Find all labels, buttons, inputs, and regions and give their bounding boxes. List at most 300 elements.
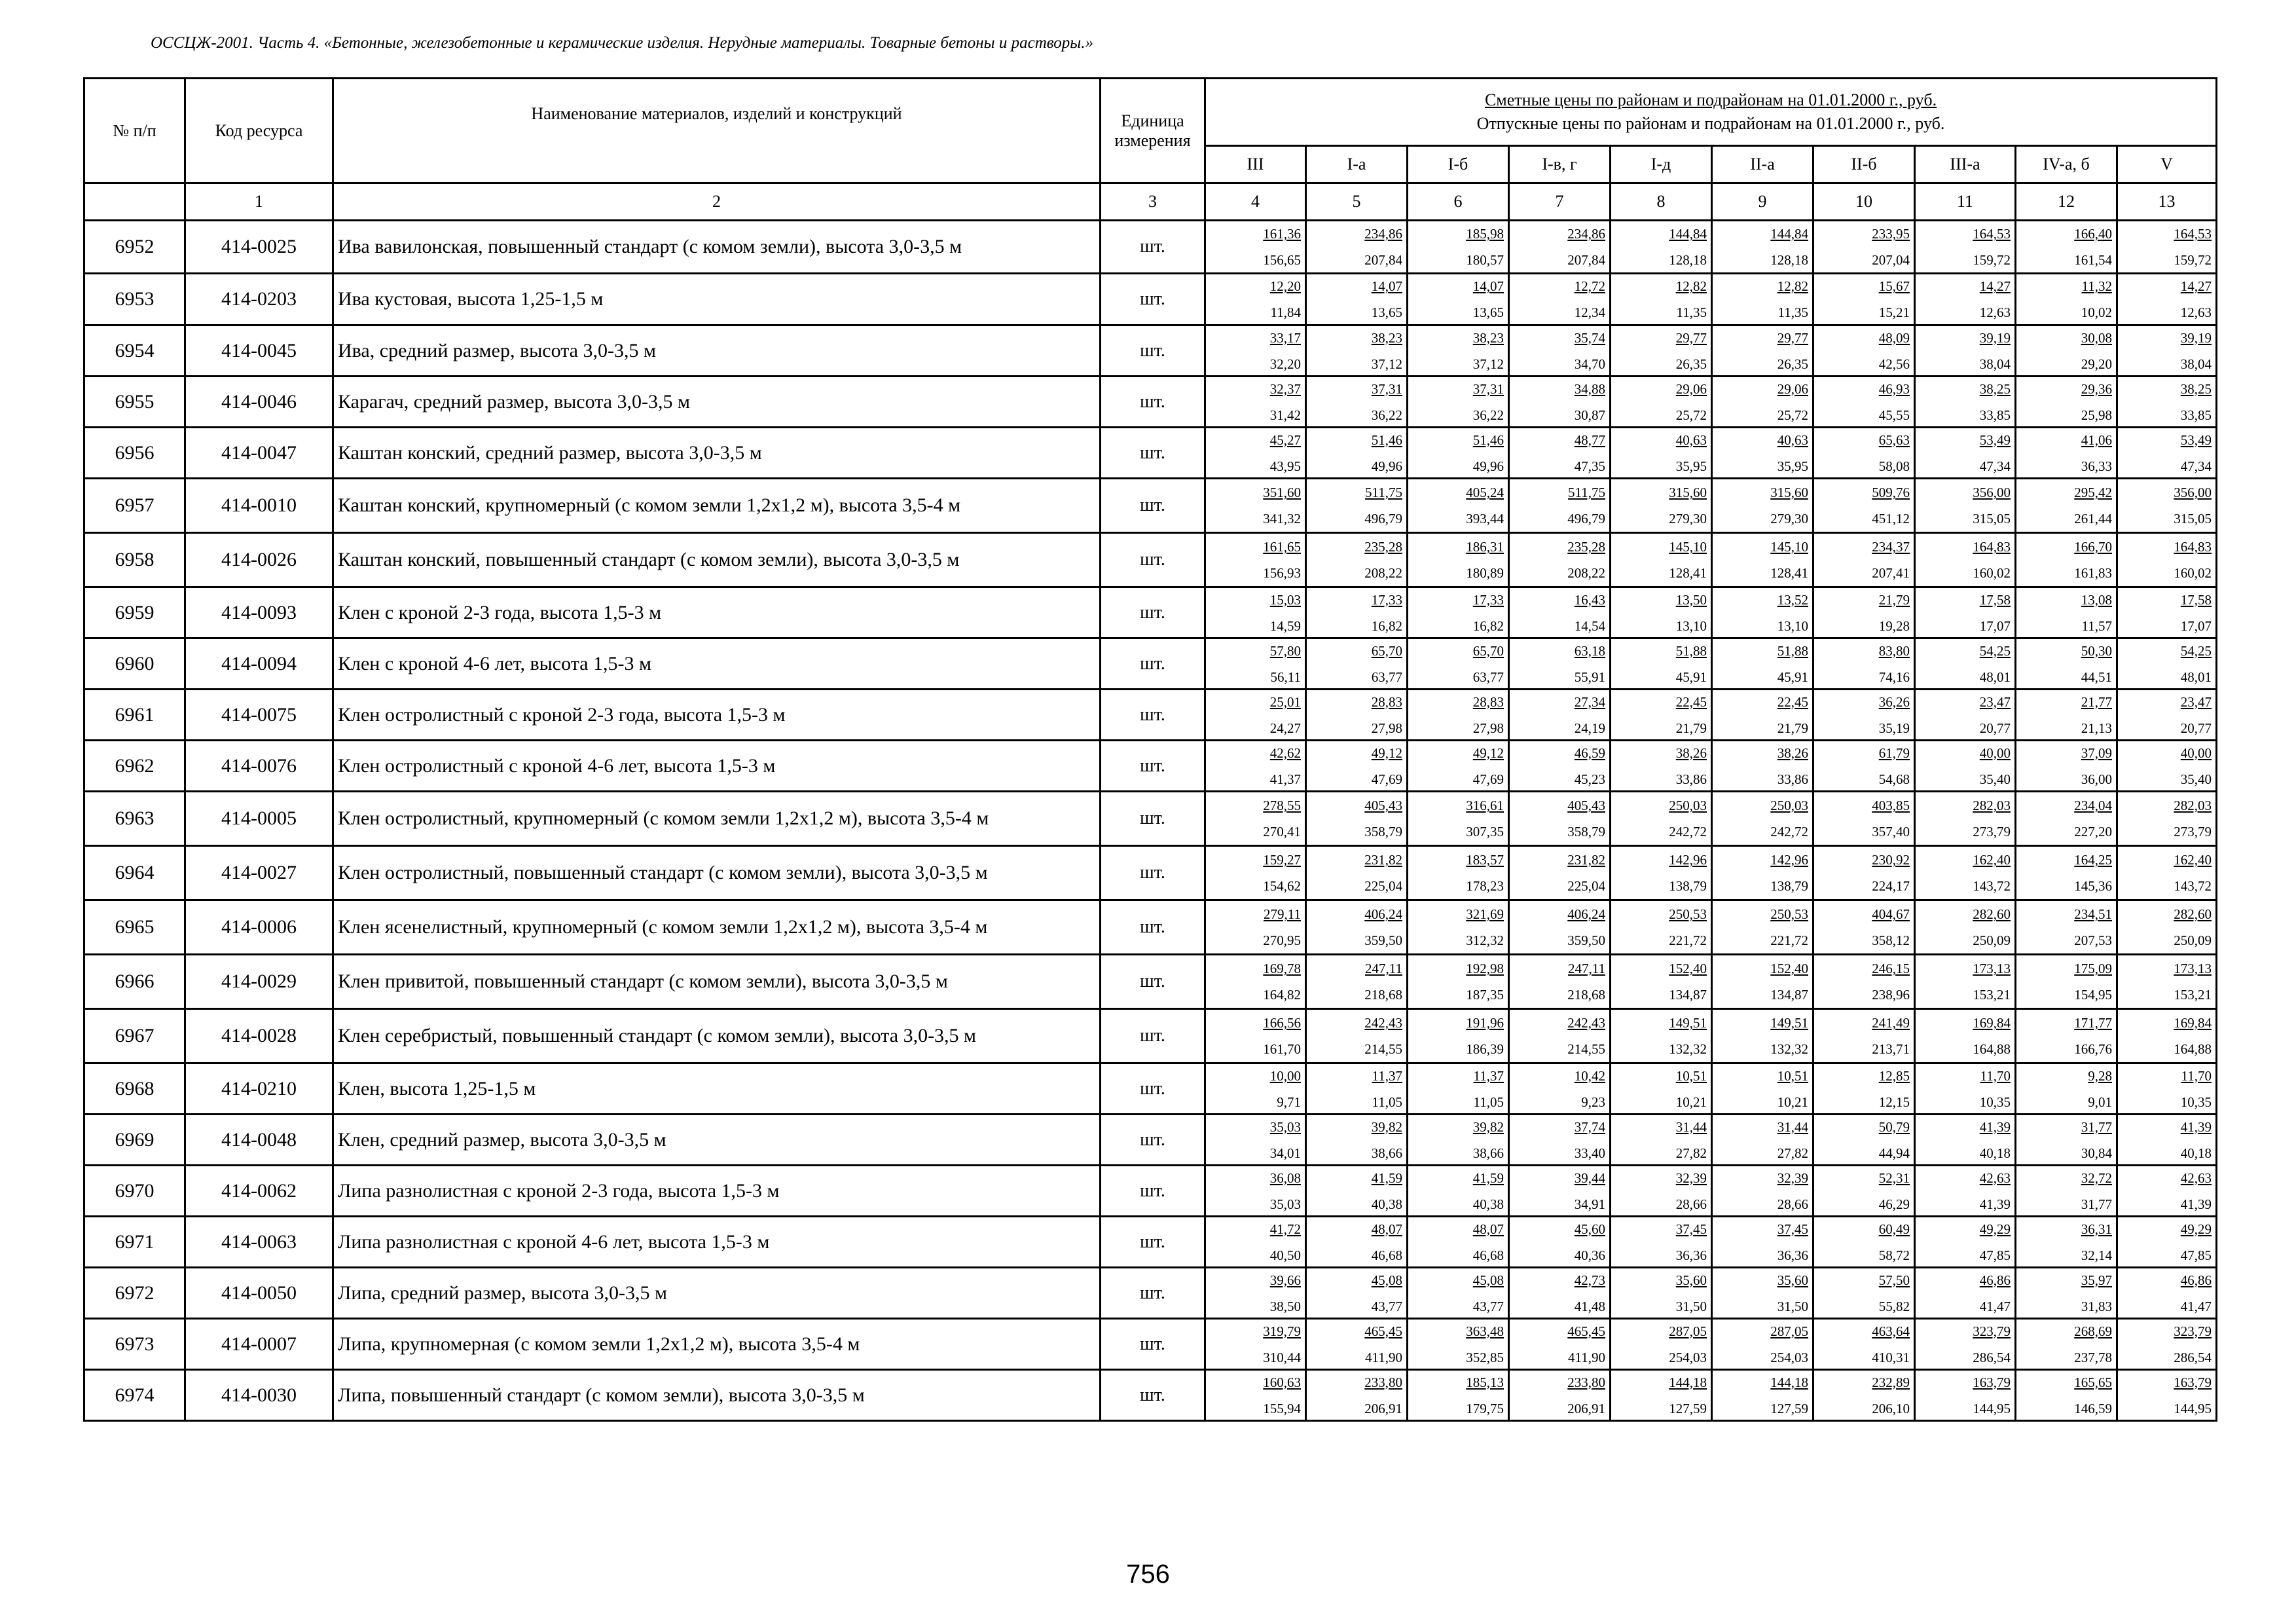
price-cell (1611, 1115, 1712, 1166)
estimate-price: 231,82 (1567, 852, 1605, 868)
estimate-price: 36,26 (1878, 693, 1910, 710)
estimate-price: 149,51 (1770, 1015, 1808, 1031)
resource-code: 414-0025 (185, 221, 333, 274)
estimate-price: 315,60 (1770, 485, 1808, 500)
region-header: V (2117, 146, 2217, 183)
price-cell (1611, 274, 1712, 325)
release-price: 33,85 (2180, 407, 2212, 423)
unit-of-measure: шт. (1101, 479, 1205, 533)
estimate-price: 13,50 (1675, 591, 1707, 608)
release-price: 213,71 (1872, 1041, 1910, 1057)
release-price: 286,54 (1973, 1349, 2011, 1365)
estimate-price: 12,82 (1675, 278, 1707, 294)
material-name: Клен, средний размер, высота 3,0-3,5 м (333, 1115, 1101, 1166)
release-price: 10,21 (1777, 1094, 1808, 1110)
price-cell (1509, 428, 1611, 479)
estimate-price: 152,40 (1770, 961, 1808, 976)
price-cell (1915, 1370, 2016, 1421)
resource-code: 414-0062 (185, 1166, 333, 1217)
price-cell (2016, 1009, 2117, 1063)
estimate-price: 250,03 (1770, 798, 1808, 813)
price-cell (1813, 377, 1915, 428)
row-number: 6961 (84, 690, 185, 741)
release-price: 43,77 (1472, 1298, 1504, 1314)
table-row (84, 221, 2217, 274)
estimate-price: 247,11 (1568, 961, 1605, 976)
release-price: 47,35 (1574, 458, 1605, 474)
price-cell (1306, 325, 1408, 377)
estimate-price: 278,55 (1263, 798, 1301, 813)
region-header: I-б (1408, 146, 1509, 183)
price-cell (2117, 1217, 2217, 1268)
release-price: 214,55 (1364, 1041, 1402, 1057)
price-cell (1205, 792, 1306, 846)
estimate-price: 406,24 (1567, 906, 1605, 922)
estimate-price: 12,72 (1574, 278, 1605, 294)
estimate-price: 250,53 (1669, 906, 1707, 922)
estimate-price: 166,56 (1263, 1015, 1301, 1031)
price-cell (1205, 221, 1306, 274)
release-price: 28,66 (1675, 1196, 1707, 1212)
price-cell (1408, 533, 1509, 587)
estimate-price: 51,88 (1777, 642, 1808, 659)
price-cell (1408, 479, 1509, 533)
estimate-price: 17,33 (1472, 591, 1504, 608)
price-cell (1712, 587, 1813, 638)
release-price: 224,17 (1872, 878, 1910, 894)
price-cell (2117, 690, 2217, 741)
price-table (83, 77, 2217, 1422)
table-row (84, 741, 2217, 792)
estimate-price: 39,82 (1371, 1118, 1402, 1135)
resource-code: 414-0076 (185, 741, 333, 792)
unit-of-measure: шт. (1101, 792, 1205, 846)
unit-of-measure: шт. (1101, 274, 1205, 325)
release-price: 31,42 (1269, 407, 1301, 423)
price-cell (1509, 1166, 1611, 1217)
release-price: 10,35 (2180, 1094, 2212, 1110)
estimate-price: 31,44 (1777, 1118, 1808, 1135)
region-header: I-д (1611, 146, 1712, 183)
price-cell (1509, 1268, 1611, 1319)
release-price: 13,10 (1675, 618, 1707, 634)
price-cell (1509, 1009, 1611, 1063)
release-price: 38,50 (1269, 1298, 1301, 1314)
release-price: 143,72 (2174, 878, 2212, 894)
release-price: 28,66 (1777, 1196, 1808, 1212)
estimate-price: 234,86 (1364, 226, 1402, 242)
price-cell (2016, 1370, 2117, 1421)
row-number: 6969 (84, 1115, 185, 1166)
release-price: 208,22 (1567, 565, 1605, 581)
price-cell (2016, 900, 2117, 955)
release-price: 41,37 (1269, 771, 1301, 787)
price-cell (2117, 955, 2217, 1009)
price-group-estimate-title: Сметные цены по районам и подрайонам на 01.01.2000 г., руб. (1484, 90, 1937, 109)
release-price: 225,04 (1364, 878, 1402, 894)
release-price: 143,72 (1973, 878, 2011, 894)
price-cell (2117, 1268, 2217, 1319)
estimate-price: 356,00 (1973, 485, 2011, 500)
price-cell (1205, 587, 1306, 638)
release-price: 45,91 (1675, 669, 1707, 685)
estimate-price: 41,72 (1269, 1221, 1301, 1237)
price-cell (1408, 638, 1509, 690)
price-cell (1509, 741, 1611, 792)
estimate-price: 48,77 (1574, 432, 1605, 448)
price-cell (1712, 479, 1813, 533)
release-price: 273,79 (2174, 824, 2212, 840)
table-row (84, 1319, 2217, 1370)
release-price: 207,04 (1872, 252, 1910, 268)
table-row (84, 1063, 2217, 1115)
price-cell (1509, 955, 1611, 1009)
price-cell (2117, 1166, 2217, 1217)
release-price: 14,59 (1269, 618, 1301, 634)
estimate-price: 35,60 (1777, 1272, 1808, 1288)
estimate-price: 40,00 (2180, 745, 2212, 761)
estimate-price: 57,50 (1878, 1272, 1910, 1288)
estimate-price: 38,26 (1777, 745, 1808, 761)
price-cell (2117, 325, 2217, 377)
estimate-price: 38,23 (1371, 329, 1402, 346)
estimate-price: 39,19 (2180, 329, 2212, 346)
release-price: 128,41 (1770, 565, 1808, 581)
price-cell (2016, 1217, 2117, 1268)
estimate-price: 145,10 (1669, 539, 1707, 555)
release-price: 42,56 (1878, 356, 1910, 372)
release-price: 47,69 (1472, 771, 1504, 787)
resource-code: 414-0028 (185, 1009, 333, 1063)
estimate-price: 45,08 (1472, 1272, 1504, 1288)
estimate-price: 234,37 (1872, 539, 1910, 555)
material-name: Клен остролистный с кроной 2-3 года, высота 1,5-3 м (333, 690, 1101, 741)
price-cell (1813, 325, 1915, 377)
estimate-price: 12,85 (1878, 1067, 1910, 1084)
release-price: 13,10 (1777, 618, 1808, 634)
release-price: 160,02 (2174, 565, 2212, 581)
material-name: Ива, средний размер, высота 3,0-3,5 м (333, 325, 1101, 377)
release-price: 17,07 (2180, 618, 2212, 634)
price-cell (1611, 792, 1712, 846)
release-price: 20,77 (2180, 720, 2212, 736)
estimate-price: 164,83 (1973, 539, 2011, 555)
price-cell (1205, 741, 1306, 792)
price-cell (1813, 479, 1915, 533)
price-cell (2117, 479, 2217, 533)
release-price: 16,82 (1472, 618, 1504, 634)
price-cell (1306, 377, 1408, 428)
release-price: 12,63 (2180, 304, 2212, 320)
release-price: 48,01 (1979, 669, 2011, 685)
estimate-price: 12,82 (1777, 278, 1808, 294)
release-price: 132,32 (1669, 1041, 1707, 1057)
price-cell (1915, 955, 2016, 1009)
unit-of-measure: шт. (1101, 1166, 1205, 1217)
price-cell (1915, 1217, 2016, 1268)
release-price: 41,47 (2180, 1298, 2212, 1314)
release-price: 36,33 (2081, 458, 2112, 474)
price-cell (1611, 325, 1712, 377)
price-cell (1306, 479, 1408, 533)
release-price: 10,21 (1675, 1094, 1707, 1110)
release-price: 21,79 (1777, 720, 1808, 736)
estimate-price: 149,51 (1669, 1015, 1707, 1031)
estimate-price: 14,27 (1979, 278, 2011, 294)
release-price: 214,55 (1567, 1041, 1605, 1057)
estimate-price: 406,24 (1364, 906, 1402, 922)
price-cell (1915, 274, 2016, 325)
price-cell (1611, 1217, 1712, 1268)
price-cell (1611, 1009, 1712, 1063)
price-cell (1611, 479, 1712, 533)
estimate-price: 25,01 (1269, 693, 1301, 710)
price-cell (2016, 1268, 2117, 1319)
release-price: 144,95 (1973, 1400, 2011, 1416)
release-price: 496,79 (1567, 511, 1605, 526)
price-cell (1915, 533, 2016, 587)
release-price: 186,39 (1466, 1041, 1504, 1057)
price-cell (1611, 1268, 1712, 1319)
price-cell (1813, 1063, 1915, 1115)
release-price: 56,11 (1270, 669, 1301, 685)
estimate-price: 169,78 (1263, 961, 1301, 976)
release-price: 227,20 (2074, 824, 2112, 840)
estimate-price: 35,03 (1269, 1118, 1301, 1135)
release-price: 34,70 (1574, 356, 1605, 372)
price-cell (1813, 533, 1915, 587)
price-cell (2117, 533, 2217, 587)
estimate-price: 51,88 (1675, 642, 1707, 659)
estimate-price: 41,06 (2081, 432, 2112, 448)
estimate-price: 465,45 (1567, 1323, 1605, 1339)
estimate-price: 65,70 (1472, 642, 1504, 659)
estimate-price: 13,52 (1777, 591, 1808, 608)
estimate-price: 32,39 (1675, 1170, 1707, 1186)
estimate-price: 10,51 (1777, 1067, 1808, 1084)
row-number: 6958 (84, 533, 185, 587)
price-cell (1915, 638, 2016, 690)
release-price: 45,55 (1878, 407, 1910, 423)
estimate-price: 41,39 (1979, 1118, 2011, 1135)
resource-code: 414-0050 (185, 1268, 333, 1319)
resource-code: 414-0075 (185, 690, 333, 741)
estimate-price: 35,60 (1675, 1272, 1707, 1288)
release-price: 29,20 (2081, 356, 2112, 372)
release-price: 30,87 (1574, 407, 1605, 423)
table-row (84, 955, 2217, 1009)
release-price: 27,82 (1777, 1145, 1808, 1161)
price-cell (1306, 955, 1408, 1009)
material-name: Ива вавилонская, повышенный стандарт (с комом земли), высота 3,0-3,5 м (333, 221, 1101, 274)
release-price: 160,02 (1973, 565, 2011, 581)
estimate-price: 282,60 (2174, 906, 2212, 922)
price-cell (1205, 1370, 1306, 1421)
row-number: 6968 (84, 1063, 185, 1115)
estimate-price: 39,82 (1472, 1118, 1504, 1135)
price-cell (1509, 690, 1611, 741)
release-price: 37,12 (1472, 356, 1504, 372)
material-name: Клен остролистный, крупномерный (с комом земли 1,2х1,2 м), высота 3,5-4 м (333, 792, 1101, 846)
price-cell (1509, 792, 1611, 846)
region-header: III (1205, 146, 1306, 183)
table-row (84, 479, 2217, 533)
price-cell (1712, 1217, 1813, 1268)
resource-code: 414-0063 (185, 1217, 333, 1268)
row-number: 6967 (84, 1009, 185, 1063)
estimate-price: 32,39 (1777, 1170, 1808, 1186)
release-price: 10,35 (1979, 1094, 2011, 1110)
estimate-price: 166,70 (2074, 539, 2112, 555)
release-price: 164,82 (1263, 987, 1301, 1003)
price-cell (1306, 1370, 1408, 1421)
estimate-price: 42,63 (1979, 1170, 2011, 1186)
release-price: 11,35 (1777, 304, 1808, 320)
table-row (84, 1217, 2217, 1268)
release-price: 207,41 (1872, 565, 1910, 581)
release-price: 206,91 (1364, 1400, 1402, 1416)
release-price: 358,12 (1872, 932, 1910, 948)
price-cell (1408, 846, 1509, 900)
release-price: 21,13 (2081, 720, 2112, 736)
estimate-price: 11,37 (1372, 1067, 1402, 1084)
release-price: 40,50 (1269, 1247, 1301, 1263)
unit-of-measure: шт. (1101, 690, 1205, 741)
estimate-price: 42,62 (1269, 745, 1301, 761)
price-cell (1712, 741, 1813, 792)
estimate-price: 186,31 (1466, 539, 1504, 555)
price-cell (1205, 533, 1306, 587)
release-price: 273,79 (1973, 824, 2011, 840)
price-cell (1408, 900, 1509, 955)
estimate-price: 10,00 (1269, 1067, 1301, 1084)
release-price: 15,21 (1878, 304, 1910, 320)
estimate-price: 49,12 (1472, 745, 1504, 761)
price-cell (1408, 1063, 1509, 1115)
release-price: 63,77 (1371, 669, 1402, 685)
column-header-num: № п/п (84, 79, 185, 183)
row-number: 6954 (84, 325, 185, 377)
row-number: 6953 (84, 274, 185, 325)
release-price: 33,40 (1574, 1145, 1605, 1161)
estimate-price: 321,69 (1466, 906, 1504, 922)
price-cell (1205, 479, 1306, 533)
column-number: 3 (1101, 183, 1205, 221)
price-cell (1813, 1115, 1915, 1166)
price-cell (1611, 1063, 1712, 1115)
release-price: 41,39 (2180, 1196, 2212, 1212)
estimate-price: 65,70 (1371, 642, 1402, 659)
row-number: 6963 (84, 792, 185, 846)
price-cell (1205, 428, 1306, 479)
release-price: 55,82 (1878, 1298, 1910, 1314)
price-cell (1205, 955, 1306, 1009)
column-number: 5 (1306, 183, 1408, 221)
price-cell (1712, 1063, 1813, 1115)
release-price: 63,77 (1472, 669, 1504, 685)
price-cell (1509, 1063, 1611, 1115)
price-cell (2016, 846, 2117, 900)
price-cell (1205, 1319, 1306, 1370)
release-price: 25,72 (1777, 407, 1808, 423)
price-cell (1611, 587, 1712, 638)
release-price: 310,44 (1263, 1349, 1301, 1365)
column-number: 1 (185, 183, 333, 221)
price-cell (1712, 428, 1813, 479)
release-price: 154,95 (2074, 987, 2112, 1003)
estimate-price: 63,18 (1574, 642, 1605, 659)
estimate-price: 142,96 (1770, 852, 1808, 868)
release-price: 37,12 (1371, 356, 1402, 372)
price-cell (1509, 587, 1611, 638)
resource-code: 414-0030 (185, 1370, 333, 1421)
release-price: 153,21 (1973, 987, 2011, 1003)
resource-code: 414-0027 (185, 846, 333, 900)
estimate-price: 51,46 (1371, 432, 1402, 448)
release-price: 411,90 (1568, 1349, 1605, 1365)
price-cell (2117, 638, 2217, 690)
release-price: 26,35 (1777, 356, 1808, 372)
price-cell (2016, 638, 2117, 690)
estimate-price: 53,49 (1979, 432, 2011, 448)
release-price: 27,98 (1472, 720, 1504, 736)
release-price: 145,36 (2074, 878, 2112, 894)
estimate-price: 32,37 (1269, 380, 1301, 397)
estimate-price: 279,11 (1264, 906, 1301, 922)
estimate-price: 152,40 (1669, 961, 1707, 976)
unit-of-measure: шт. (1101, 221, 1205, 274)
resource-code: 414-0047 (185, 428, 333, 479)
release-price: 45,91 (1777, 669, 1808, 685)
column-number: 4 (1205, 183, 1306, 221)
estimate-price: 39,66 (1269, 1272, 1301, 1288)
price-cell (1205, 274, 1306, 325)
estimate-price: 38,26 (1675, 745, 1707, 761)
price-cell (2016, 533, 2117, 587)
column-header-unit: Единица измерения (1101, 79, 1205, 183)
price-cell (1813, 900, 1915, 955)
material-name: Липа, средний размер, высота 3,0-3,5 м (333, 1268, 1101, 1319)
release-price: 36,22 (1472, 407, 1504, 423)
price-cell (2117, 1115, 2217, 1166)
release-price: 307,35 (1466, 824, 1504, 840)
estimate-price: 61,79 (1878, 745, 1910, 761)
material-name: Клен ясенелистный, крупномерный (с комом земли 1,2х1,2 м), высота 3,5-4 м (333, 900, 1101, 955)
estimate-price: 40,63 (1777, 432, 1808, 448)
release-price: 44,94 (1878, 1145, 1910, 1161)
release-price: 312,32 (1466, 932, 1504, 948)
price-cell (2016, 1319, 2117, 1370)
estimate-price: 162,40 (2174, 852, 2212, 868)
release-price: 127,59 (1669, 1400, 1707, 1416)
release-price: 19,28 (1878, 618, 1910, 634)
price-cell (1611, 741, 1712, 792)
estimate-price: 319,79 (1263, 1323, 1301, 1339)
price-cell (1509, 377, 1611, 428)
release-price: 359,50 (1364, 932, 1402, 948)
row-number: 6972 (84, 1268, 185, 1319)
release-price: 11,57 (2081, 618, 2112, 634)
estimate-price: 29,77 (1675, 329, 1707, 346)
row-number: 6971 (84, 1217, 185, 1268)
estimate-price: 42,63 (2180, 1170, 2212, 1186)
estimate-price: 250,03 (1669, 798, 1707, 813)
release-price: 13,65 (1371, 304, 1402, 320)
price-cell (1611, 955, 1712, 1009)
estimate-price: 46,86 (2180, 1272, 2212, 1288)
table-row (84, 900, 2217, 955)
unit-of-measure: шт. (1101, 1268, 1205, 1319)
